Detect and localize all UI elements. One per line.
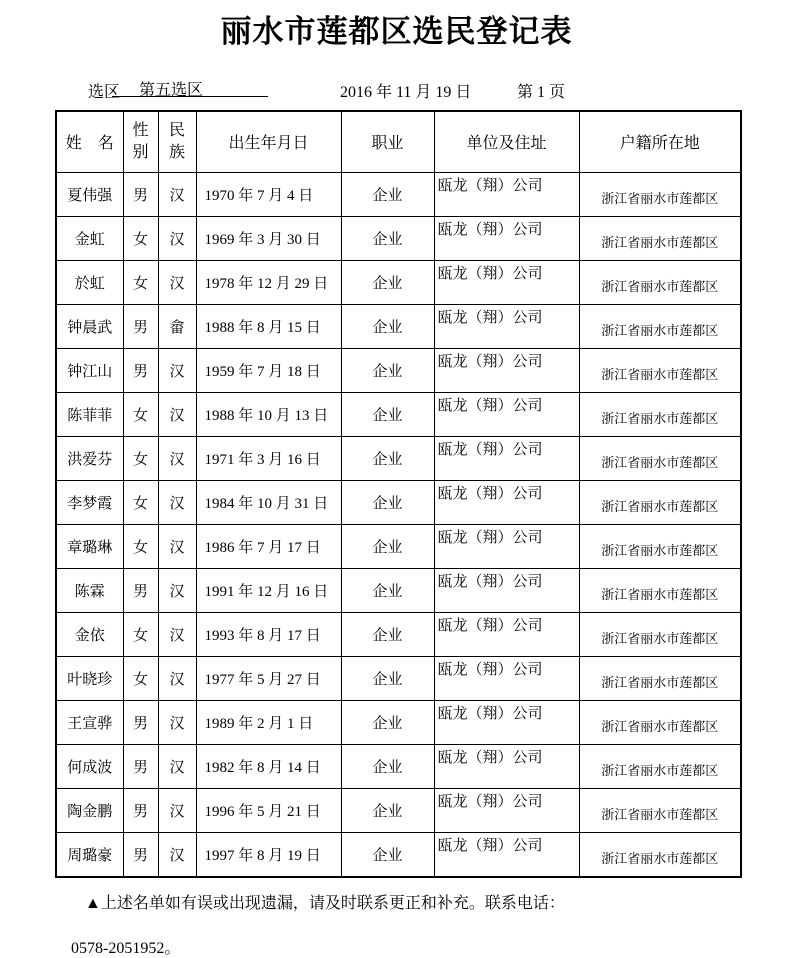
table-row <box>56 216 741 260</box>
cell-residence: 浙江省丽水市莲都区 <box>579 480 741 524</box>
cell-unit: 瓯龙（翔）公司 <box>434 304 579 348</box>
cell-residence: 浙江省丽水市莲都区 <box>579 788 741 832</box>
cell-occupation: 企业 <box>341 568 434 612</box>
meta-row <box>0 79 793 101</box>
cell-gender: 女 <box>123 612 158 656</box>
cell-ethnicity: 汉 <box>158 480 196 524</box>
table-row <box>56 700 741 744</box>
cell-unit: 瓯龙（翔）公司 <box>434 524 579 568</box>
cell-unit: 瓯龙（翔）公司 <box>434 392 579 436</box>
table-row <box>56 744 741 788</box>
cell-ethnicity: 汉 <box>158 656 196 700</box>
cell-unit: 瓯龙（翔）公司 <box>434 700 579 744</box>
cell-occupation: 企业 <box>341 656 434 700</box>
cell-residence: 浙江省丽水市莲都区 <box>579 832 741 877</box>
cell-unit: 瓯龙（翔）公司 <box>434 832 579 877</box>
cell-occupation: 企业 <box>341 612 434 656</box>
cell-unit: 瓯龙（翔）公司 <box>434 744 579 788</box>
cell-unit: 瓯龙（翔）公司 <box>434 612 579 656</box>
voter-table-body <box>56 172 741 877</box>
cell-residence: 浙江省丽水市莲都区 <box>579 700 741 744</box>
cell-ethnicity: 汉 <box>158 832 196 877</box>
cell-birth: 1993 年 8 月 17 日 <box>196 612 341 656</box>
header-occupation: 职业 <box>341 111 434 173</box>
cell-ethnicity: 汉 <box>158 392 196 436</box>
cell-ethnicity: 汉 <box>158 216 196 260</box>
district-field: 第五选区 <box>112 77 268 97</box>
cell-name: 洪爱芬 <box>56 436 123 480</box>
cell-gender: 女 <box>123 656 158 700</box>
table-row <box>56 392 741 436</box>
table-row <box>56 436 741 480</box>
header-ethnicity: 民族 <box>158 111 196 173</box>
cell-birth: 1970 年 7 月 4 日 <box>196 172 341 216</box>
cell-gender: 女 <box>123 480 158 524</box>
cell-residence: 浙江省丽水市莲都区 <box>579 304 741 348</box>
footer-note <box>0 890 793 958</box>
cell-unit: 瓯龙（翔）公司 <box>434 260 579 304</box>
cell-occupation: 企业 <box>341 392 434 436</box>
cell-residence: 浙江省丽水市莲都区 <box>579 216 741 260</box>
cell-gender: 男 <box>123 348 158 392</box>
table-row <box>56 568 741 612</box>
cell-residence: 浙江省丽水市莲都区 <box>579 612 741 656</box>
table-row <box>56 172 741 216</box>
cell-birth: 1977 年 5 月 27 日 <box>196 656 341 700</box>
cell-occupation: 企业 <box>341 172 434 216</box>
cell-occupation: 企业 <box>341 524 434 568</box>
cell-unit: 瓯龙（翔）公司 <box>434 216 579 260</box>
cell-ethnicity: 汉 <box>158 700 196 744</box>
cell-name: 王宣骅 <box>56 700 123 744</box>
table-row <box>56 612 741 656</box>
header-row <box>56 111 741 173</box>
cell-residence: 浙江省丽水市莲都区 <box>579 260 741 304</box>
cell-name: 叶晓珍 <box>56 656 123 700</box>
header-residence: 户籍所在地 <box>579 111 741 173</box>
cell-residence: 浙江省丽水市莲都区 <box>579 568 741 612</box>
header-gender: 性别 <box>123 111 158 173</box>
cell-residence: 浙江省丽水市莲都区 <box>579 392 741 436</box>
cell-name: 钟江山 <box>56 348 123 392</box>
table-row <box>56 788 741 832</box>
cell-gender: 女 <box>123 524 158 568</box>
header-birthdate: 出生年月日 <box>196 111 341 173</box>
table-row <box>56 348 741 392</box>
cell-name: 金虹 <box>56 216 123 260</box>
cell-birth: 1986 年 7 月 17 日 <box>196 524 341 568</box>
cell-gender: 男 <box>123 568 158 612</box>
cell-ethnicity: 汉 <box>158 612 196 656</box>
cell-ethnicity: 汉 <box>158 568 196 612</box>
cell-residence: 浙江省丽水市莲都区 <box>579 524 741 568</box>
cell-occupation: 企业 <box>341 480 434 524</box>
cell-occupation: 企业 <box>341 260 434 304</box>
cell-occupation: 企业 <box>341 700 434 744</box>
cell-ethnicity: 汉 <box>158 788 196 832</box>
cell-birth: 1996 年 5 月 21 日 <box>196 788 341 832</box>
cell-name: 陶金鹏 <box>56 788 123 832</box>
table-row <box>56 832 741 877</box>
cell-birth: 1969 年 3 月 30 日 <box>196 216 341 260</box>
table-row <box>56 304 741 348</box>
cell-gender: 女 <box>123 216 158 260</box>
cell-residence: 浙江省丽水市莲都区 <box>579 436 741 480</box>
cell-birth: 1989 年 2 月 1 日 <box>196 700 341 744</box>
cell-name: 钟晨武 <box>56 304 123 348</box>
table-row <box>56 260 741 304</box>
cell-unit: 瓯龙（翔）公司 <box>434 172 579 216</box>
cell-birth: 1978 年 12 月 29 日 <box>196 260 341 304</box>
registration-date: 2016 年 11 月 19 日 <box>340 83 472 101</box>
cell-unit: 瓯龙（翔）公司 <box>434 788 579 832</box>
cell-occupation: 企业 <box>341 788 434 832</box>
cell-birth: 1984 年 10 月 31 日 <box>196 480 341 524</box>
cell-unit: 瓯龙（翔）公司 <box>434 348 579 392</box>
cell-occupation: 企业 <box>341 304 434 348</box>
table-row <box>56 480 741 524</box>
cell-name: 李梦霞 <box>56 480 123 524</box>
cell-unit: 瓯龙（翔）公司 <box>434 480 579 524</box>
cell-gender: 男 <box>123 788 158 832</box>
cell-birth: 1988 年 10 月 13 日 <box>196 392 341 436</box>
cell-name: 陈菲菲 <box>56 392 123 436</box>
cell-birth: 1997 年 8 月 19 日 <box>196 832 341 877</box>
table-row <box>56 524 741 568</box>
cell-ethnicity: 汉 <box>158 348 196 392</box>
cell-residence: 浙江省丽水市莲都区 <box>579 744 741 788</box>
table-row <box>56 656 741 700</box>
cell-unit: 瓯龙（翔）公司 <box>434 568 579 612</box>
cell-ethnicity: 汉 <box>158 260 196 304</box>
page-number: 第 1 页 <box>517 83 566 101</box>
district-label: 选区 <box>88 83 121 101</box>
cell-occupation: 企业 <box>341 216 434 260</box>
cell-name: 陈霖 <box>56 568 123 612</box>
cell-birth: 1971 年 3 月 16 日 <box>196 436 341 480</box>
page-title: 丽水市莲都区选民登记表 <box>220 14 573 49</box>
cell-birth: 1988 年 8 月 15 日 <box>196 304 341 348</box>
cell-ethnicity: 汉 <box>158 744 196 788</box>
cell-name: 章璐琳 <box>56 524 123 568</box>
cell-name: 於虹 <box>56 260 123 304</box>
cell-ethnicity: 汉 <box>158 524 196 568</box>
cell-occupation: 企业 <box>341 436 434 480</box>
cell-residence: 浙江省丽水市莲都区 <box>579 348 741 392</box>
cell-gender: 男 <box>123 744 158 788</box>
cell-gender: 女 <box>123 260 158 304</box>
cell-residence: 浙江省丽水市莲都区 <box>579 172 741 216</box>
header-unit: 单位及住址 <box>434 111 579 173</box>
cell-gender: 男 <box>123 832 158 877</box>
cell-gender: 女 <box>123 436 158 480</box>
cell-gender: 男 <box>123 172 158 216</box>
cell-ethnicity: 汉 <box>158 172 196 216</box>
cell-gender: 男 <box>123 304 158 348</box>
cell-unit: 瓯龙（翔）公司 <box>434 436 579 480</box>
cell-ethnicity: 汉 <box>158 436 196 480</box>
cell-name: 夏伟强 <box>56 172 123 216</box>
cell-birth: 1982 年 8 月 14 日 <box>196 744 341 788</box>
cell-name: 周璐豪 <box>56 832 123 877</box>
voter-table <box>55 110 742 878</box>
cell-birth: 1991 年 12 月 16 日 <box>196 568 341 612</box>
cell-occupation: 企业 <box>341 832 434 877</box>
cell-residence: 浙江省丽水市莲都区 <box>579 656 741 700</box>
cell-gender: 女 <box>123 392 158 436</box>
cell-occupation: 企业 <box>341 348 434 392</box>
cell-name: 金依 <box>56 612 123 656</box>
footer-notice: ▲上述名单如有误或出现遗漏，请及时联系更正和补充。联系电话： <box>85 894 565 912</box>
footer-phone: 0578-2051952。 <box>71 939 181 957</box>
cell-gender: 男 <box>123 700 158 744</box>
header-name: 姓 名 <box>56 111 123 173</box>
cell-name: 何成波 <box>56 744 123 788</box>
cell-unit: 瓯龙（翔）公司 <box>434 656 579 700</box>
cell-birth: 1959 年 7 月 18 日 <box>196 348 341 392</box>
cell-occupation: 企业 <box>341 744 434 788</box>
cell-ethnicity: 畲 <box>158 304 196 348</box>
